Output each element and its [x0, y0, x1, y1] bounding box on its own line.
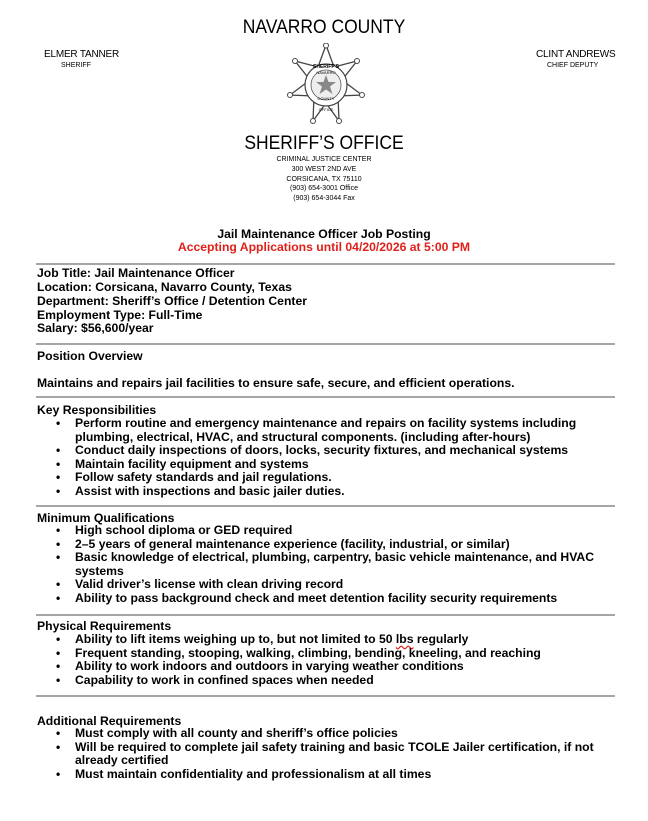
divider [36, 505, 615, 507]
list-item: • Will be required to complete jail safety training and basic TCOLE Jailer certification, if not already certified [37, 741, 607, 768]
job-title-line: Job Title: Jail Maintenance Officer [37, 266, 235, 280]
additional-list [37, 727, 607, 781]
physical-list [37, 633, 607, 687]
sheriff-star-badge-icon [284, 43, 368, 127]
divider [36, 263, 615, 265]
office-title: SHERIFF’S OFFICE [244, 133, 404, 154]
list-item: • Conduct daily inspections of doors, locks, security fixtures, and mechanical systems [37, 444, 607, 458]
divider [36, 695, 615, 697]
divider [36, 343, 615, 345]
overview-text: Maintains and repairs jail facilities to ensure safe, secure, and efficient operations. [37, 376, 515, 390]
list-item: • Frequent standing, stooping, walking, climbing, bending, kneeling, and reaching [37, 647, 607, 661]
divider [36, 614, 615, 616]
list-item: • Valid driver’s license with clean driving record [37, 578, 607, 592]
posting-title: Jail Maintenance Officer Job Posting [217, 227, 431, 241]
county-name: NAVARRO COUNTY [242, 17, 406, 38]
address-line: 300 WEST 2ND AVE [291, 166, 357, 173]
overview-heading: Position Overview [37, 349, 143, 363]
list-item: • High school diploma or GED required [37, 524, 607, 538]
list-item: • 2–5 years of general maintenance experience (facility, industrial, or similar) [37, 538, 607, 552]
list-item: • Maintain facility equipment and systems [37, 458, 607, 472]
responsibilities-heading: Key Responsibilities [37, 403, 157, 417]
list-item: • Ability to lift items weighing up to, but not limited to 50 lbs regularly [37, 633, 607, 647]
list-item: • Ability to work indoors and outdoors in varying weather conditions [37, 660, 607, 674]
responsibilities-list [37, 417, 607, 499]
svg-text:COUNTY: COUNTY [317, 96, 335, 101]
physical-heading: Physical Requirements [37, 619, 172, 633]
list-item: • Capability to work in confined spaces when needed [37, 674, 607, 688]
address-line: CRIMINAL JUSTICE CENTER [276, 156, 372, 163]
address-line: (903) 654-3001 Office [290, 185, 358, 192]
sheriff-title: SHERIFF [61, 62, 91, 69]
location-line: Location: Corsicana, Navarro County, Texas [37, 280, 292, 294]
sheriff-name: ELMER TANNER [44, 49, 120, 60]
additional-heading: Additional Requirements [37, 714, 182, 728]
department-line: Department: Sheriff’s Office / Detention Center [37, 294, 307, 308]
divider [36, 396, 615, 398]
list-item: • Must maintain confidentiality and professionalism at all times [37, 768, 607, 782]
list-item: • Ability to pass background check and meet detention facility security requirements [37, 592, 607, 606]
svg-text:OFFICE: OFFICE [318, 107, 334, 112]
employment-type-line: Employment Type: Full-Time [37, 308, 203, 322]
application-deadline: Accepting Applications until 04/20/2026 at 5:00 PM [177, 240, 471, 254]
list-item: • Basic knowledge of electrical, plumbing, carpentry, basic vehicle maintenance, and HVAC systems [37, 551, 607, 578]
list-item: • Assist with inspections and basic jailer duties. [37, 485, 607, 499]
list-item: • Perform routine and emergency maintenance and repairs on facility systems including plumbing, electrical, HVAC, and structural components. (including after-hours) [37, 417, 607, 444]
svg-text:NAVARRO: NAVARRO [316, 70, 336, 75]
svg-text:SHERIFF'S: SHERIFF'S [313, 64, 339, 70]
list-item: • Follow safety standards and jail regulations. [37, 471, 607, 485]
list-item: • Must comply with all county and sheriff’s office policies [37, 727, 607, 741]
address-line: CORSICANA, TX 75110 [286, 176, 362, 183]
chief-deputy-title: CHIEF DEPUTY [547, 62, 599, 69]
address-line: (903) 654-3044 Fax [293, 195, 355, 202]
qualifications-list [37, 524, 607, 606]
qualifications-heading: Minimum Qualifications [37, 511, 175, 525]
chief-deputy-name: CLINT ANDREWS [536, 49, 616, 60]
salary-line: Salary: $56,600/year [37, 321, 154, 335]
